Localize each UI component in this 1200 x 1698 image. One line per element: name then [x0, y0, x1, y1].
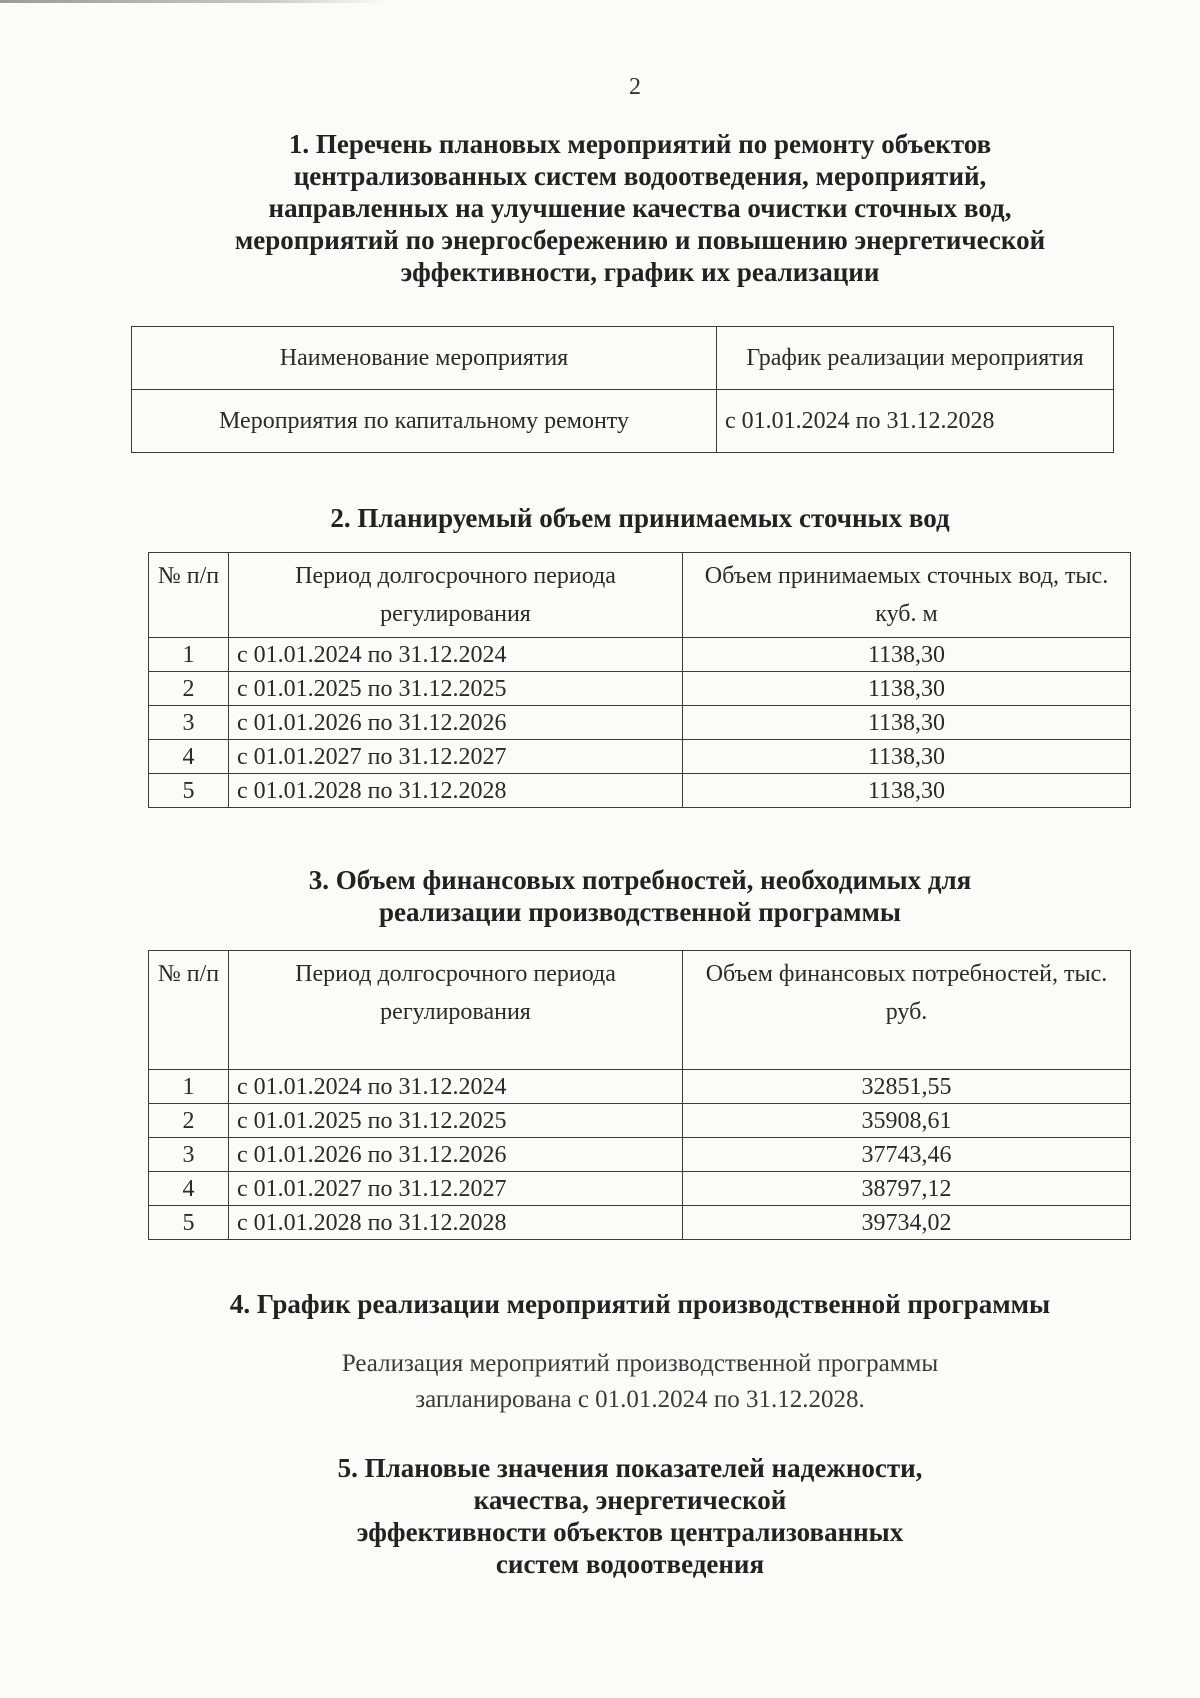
- row-volume: 1138,30: [683, 706, 1131, 740]
- header-financial-volume: Объем финансовых потребностей, тыс. руб.: [683, 951, 1131, 1070]
- row-volume: 1138,30: [683, 638, 1131, 672]
- section-2-title: [150, 502, 1130, 534]
- header-number: № п/п: [149, 951, 229, 1070]
- table-row: [149, 706, 1131, 740]
- table-row: [149, 1104, 1131, 1138]
- row-volume: 1138,30: [683, 672, 1131, 706]
- activities-schedule-table: [131, 326, 1114, 453]
- header-activity-name: Наименование мероприятия: [132, 327, 717, 390]
- schedule-cell: с 01.01.2024 по 31.12.2028: [717, 390, 1114, 453]
- table-row: [149, 638, 1131, 672]
- section-1-title-line: эффективности, график их реализации: [400, 257, 880, 287]
- row-number: 2: [149, 1104, 229, 1138]
- row-amount: 35908,61: [683, 1104, 1131, 1138]
- activity-name-cell: Мероприятия по капитальному ремонту: [132, 390, 717, 453]
- row-period: с 01.01.2028 по 31.12.2028: [229, 774, 683, 808]
- row-volume: 1138,30: [683, 740, 1131, 774]
- row-number: 3: [149, 1138, 229, 1172]
- row-volume: 1138,30: [683, 774, 1131, 808]
- wastewater-volume-table: [148, 552, 1131, 808]
- row-period: с 01.01.2024 по 31.12.2024: [229, 638, 683, 672]
- section-2-title-line: 2. Планируемый объем принимаемых сточных вод: [330, 503, 950, 533]
- section-5-title-line: качества, энергетической: [473, 1485, 787, 1515]
- section-1-title-line: мероприятий по энергосбережению и повышению энергетической: [234, 225, 1046, 255]
- section-3-title: [150, 864, 1130, 928]
- table-row: [149, 672, 1131, 706]
- row-period: с 01.01.2024 по 31.12.2024: [229, 1070, 683, 1104]
- section-4-text: [150, 1346, 1130, 1418]
- table-row: [149, 740, 1131, 774]
- section-4-title: [150, 1288, 1130, 1320]
- section-4-text-line: запланирована с 01.01.2024 по 31.12.2028.: [415, 1386, 865, 1413]
- row-amount: 37743,46: [683, 1138, 1131, 1172]
- table-header-row: [149, 553, 1131, 638]
- row-number: 1: [149, 638, 229, 672]
- row-number: 5: [149, 774, 229, 808]
- row-period: с 01.01.2027 по 31.12.2027: [229, 1172, 683, 1206]
- row-number: 4: [149, 740, 229, 774]
- table-row: [149, 1070, 1131, 1104]
- section-1-title-line: централизованных систем водоотведения, мероприятий,: [293, 161, 987, 191]
- row-number: 5: [149, 1206, 229, 1240]
- row-period: с 01.01.2025 по 31.12.2025: [229, 1104, 683, 1138]
- row-period: с 01.01.2027 по 31.12.2027: [229, 740, 683, 774]
- header-period: Период долгосрочного периода регулирования: [229, 553, 683, 638]
- table-row: [149, 774, 1131, 808]
- row-number: 4: [149, 1172, 229, 1206]
- section-5-title-line: эффективности объектов централизованных: [356, 1517, 904, 1547]
- section-5-title-line: систем водоотведения: [495, 1549, 765, 1579]
- table-header-row: [149, 951, 1131, 1070]
- section-4-title-line: 4. График реализации мероприятий производственной программы: [229, 1289, 1051, 1319]
- header-schedule: График реализации мероприятия: [717, 327, 1114, 390]
- section-1-title-line: направленных на улучшение качества очистки сточных вод,: [268, 193, 1012, 223]
- table-row: [149, 1138, 1131, 1172]
- section-1-title-line: 1. Перечень плановых мероприятий по ремонту объектов: [288, 129, 992, 159]
- row-number: 2: [149, 672, 229, 706]
- row-period: с 01.01.2028 по 31.12.2028: [229, 1206, 683, 1240]
- row-period: с 01.01.2025 по 31.12.2025: [229, 672, 683, 706]
- header-volume: Объем принимаемых сточных вод, тыс. куб. м: [683, 553, 1131, 638]
- row-number: 1: [149, 1070, 229, 1104]
- row-amount: 32851,55: [683, 1070, 1131, 1104]
- table-header-row: [132, 327, 1114, 390]
- financial-needs-table: [148, 950, 1131, 1240]
- header-number: № п/п: [149, 553, 229, 638]
- table-row: [132, 390, 1114, 453]
- table-row: [149, 1206, 1131, 1240]
- scan-edge-mark: [0, 0, 385, 3]
- header-period: Период долгосрочного периода регулирования: [229, 951, 683, 1070]
- row-number: 3: [149, 706, 229, 740]
- section-3-title-line: реализации производственной программы: [379, 897, 901, 927]
- table-row: [149, 1172, 1131, 1206]
- section-5-title: [140, 1452, 1120, 1580]
- section-3-title-line: 3. Объем финансовых потребностей, необходимых для: [308, 865, 972, 895]
- row-amount: 38797,12: [683, 1172, 1131, 1206]
- row-period: с 01.01.2026 по 31.12.2026: [229, 706, 683, 740]
- row-amount: 39734,02: [683, 1206, 1131, 1240]
- section-4-text-line: Реализация мероприятий производственной программы: [341, 1350, 939, 1377]
- row-period: с 01.01.2026 по 31.12.2026: [229, 1138, 683, 1172]
- section-1-title: [150, 128, 1130, 288]
- page-number: 2: [629, 74, 641, 100]
- section-5-title-line: 5. Плановые значения показателей надежности,: [337, 1453, 923, 1483]
